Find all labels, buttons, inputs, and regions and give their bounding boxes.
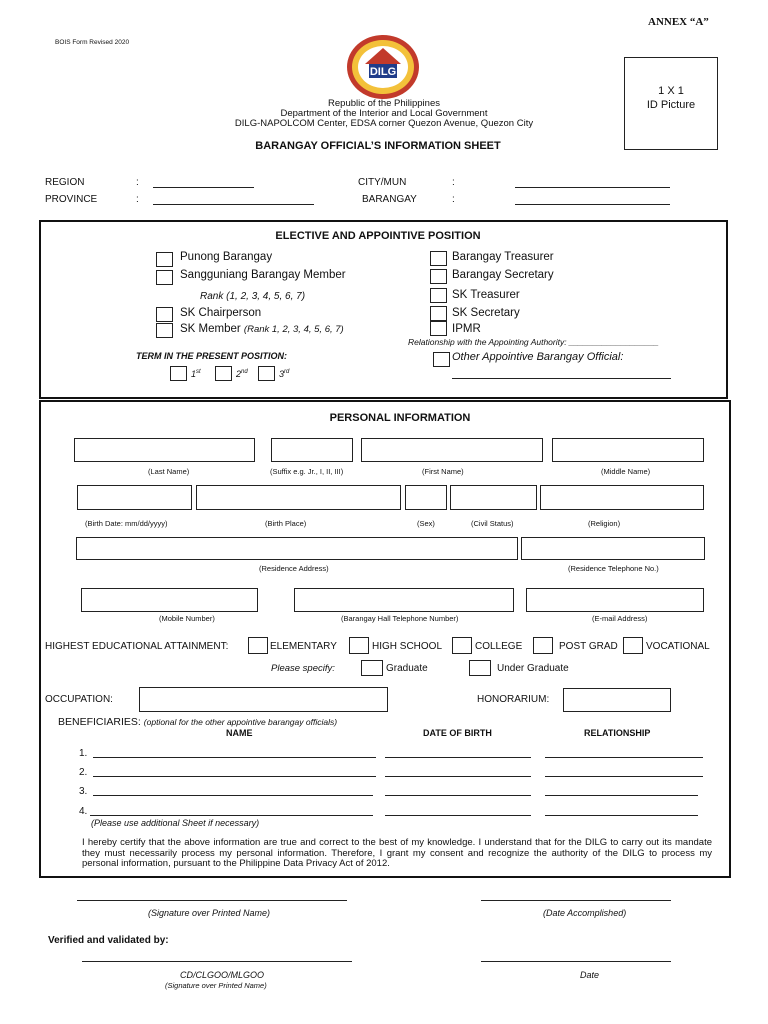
beneficiary-3-relationship[interactable] <box>545 795 698 796</box>
beneficiary-3-dob[interactable] <box>385 795 531 796</box>
residence-address-input[interactable] <box>76 537 518 560</box>
beneficiary-row-number: 3. <box>79 786 88 797</box>
beneficiary-4-relationship[interactable] <box>545 815 698 816</box>
religion-input[interactable] <box>540 485 704 510</box>
officer-signature-caption: (Signature over Printed Name) <box>165 981 267 990</box>
punong-barangay-label: Punong Barangay <box>180 251 273 263</box>
ipmr-label: IPMR <box>452 323 481 335</box>
id-picture-box[interactable] <box>624 57 718 150</box>
region-colon: : <box>136 177 139 188</box>
position-section <box>39 220 728 399</box>
beneficiaries-name-header: NAME <box>226 728 253 738</box>
residence-address-caption: (Residence Address) <box>259 564 329 573</box>
region-field[interactable] <box>153 187 254 188</box>
beneficiary-row-number: 1. <box>79 748 88 759</box>
last-name-caption: (Last Name) <box>148 467 190 476</box>
city-field[interactable] <box>515 187 670 188</box>
beneficiary-1-relationship[interactable] <box>545 757 703 758</box>
mobile-caption: (Mobile Number) <box>159 614 215 623</box>
sangguniang-checkbox[interactable] <box>156 270 173 285</box>
beneficiary-4-name[interactable] <box>90 815 373 816</box>
org-line-2: Department of the Interior and Local Government <box>280 108 488 119</box>
mobile-input[interactable] <box>81 588 258 612</box>
officer-title: CD/CLGOO/MLGOO <box>180 970 265 980</box>
other-appointive-label: Other Appointive Barangay Official: <box>452 351 624 363</box>
beneficiary-1-name[interactable] <box>93 757 376 758</box>
first-name-input[interactable] <box>361 438 543 462</box>
form-revision: BOIS Form Revised 2020 <box>55 39 130 46</box>
birth-place-input[interactable] <box>196 485 401 510</box>
birth-date-input[interactable] <box>77 485 192 510</box>
sk-secretary-checkbox[interactable] <box>430 306 447 321</box>
honorarium-label: HONORARIUM: <box>477 694 550 705</box>
post-grad-label: POST GRAD <box>559 641 618 652</box>
civil-status-input[interactable] <box>450 485 537 510</box>
sk-member-checkbox[interactable] <box>156 323 173 338</box>
term-1st-checkbox[interactable] <box>170 366 187 381</box>
province-colon: : <box>136 194 139 205</box>
beneficiaries-dob-header: DATE OF BIRTH <box>423 728 492 738</box>
other-appointive-field[interactable] <box>452 378 671 379</box>
graduate-checkbox[interactable] <box>361 660 383 676</box>
beneficiary-4-dob[interactable] <box>385 815 531 816</box>
id-picture-label: ID Picture <box>646 99 696 111</box>
education-label: HIGHEST EDUCATIONAL ATTAINMENT: <box>45 641 229 652</box>
form-title: BARANGAY OFFICIAL’S INFORMATION SHEET <box>255 140 501 152</box>
annex-label: ANNEX “A” <box>648 16 709 28</box>
religion-caption: (Religion) <box>588 519 621 528</box>
college-checkbox[interactable] <box>452 637 472 654</box>
suffix-caption: (Suffix e.g. Jr., I, II, III) <box>270 467 344 476</box>
beneficiary-1-dob[interactable] <box>385 757 531 758</box>
beneficiary-row-number: 4. <box>79 806 88 817</box>
last-name-input[interactable] <box>74 438 255 462</box>
additional-sheet-note: (Please use additional Sheet if necessary) <box>91 818 260 828</box>
sk-treasurer-checkbox[interactable] <box>430 288 447 303</box>
certification-text: I hereby certify that the above information are true and correct to the best of my knowledge. I understand that for the DILG to carry out its mandate they must necessarily process my personal information. Therefore, I grant my consent and recognize the authority of the DILG to process my personal information, pursuant to the Philippine Data Privacy Act of 2012. <box>82 837 712 869</box>
barangay-secretary-checkbox[interactable] <box>430 269 447 284</box>
middle-name-caption: (Middle Name) <box>601 467 651 476</box>
sk-chairperson-label: SK Chairperson <box>180 307 262 319</box>
term-3rd-label: 3rd <box>279 369 290 379</box>
verified-label: Verified and validated by: <box>48 935 169 946</box>
sk-chairperson-checkbox[interactable] <box>156 307 173 322</box>
barangay-treasurer-label: Barangay Treasurer <box>452 251 554 263</box>
barangay-secretary-label: Barangay Secretary <box>452 269 554 281</box>
email-caption: (E-mail Address) <box>592 614 648 623</box>
civil-status-caption: (Civil Status) <box>471 519 514 528</box>
term-2nd-checkbox[interactable] <box>215 366 232 381</box>
province-label: PROVINCE <box>45 194 98 205</box>
graduate-label: Graduate <box>386 663 428 674</box>
occupation-input[interactable] <box>139 687 388 712</box>
sangguniang-rank: Rank (1, 2, 3, 4, 5, 6, 7) <box>200 291 306 302</box>
relationship-label: Relationship with the Appointing Authority: ___________________ <box>408 337 659 347</box>
email-input[interactable] <box>526 588 704 612</box>
position-title: ELECTIVE AND APPOINTIVE POSITION <box>275 230 481 242</box>
svg-text:DILG: DILG <box>369 66 397 78</box>
suffix-input[interactable] <box>271 438 353 462</box>
vocational-checkbox[interactable] <box>623 637 643 654</box>
vocational-label: VOCATIONAL <box>646 641 710 652</box>
birth-place-caption: (Birth Place) <box>265 519 307 528</box>
beneficiary-2-relationship[interactable] <box>545 776 703 777</box>
high-school-checkbox[interactable] <box>349 637 369 654</box>
hall-tel-input[interactable] <box>294 588 514 612</box>
sex-input[interactable] <box>405 485 447 510</box>
first-name-caption: (First Name) <box>422 467 464 476</box>
personal-title: PERSONAL INFORMATION <box>329 412 471 424</box>
other-appointive-checkbox[interactable] <box>433 352 450 367</box>
beneficiaries-label: BENEFICIARIES: (optional for the other appointive barangay officials) <box>58 716 338 728</box>
elementary-label: ELEMENTARY <box>270 641 337 652</box>
beneficiary-3-name[interactable] <box>93 795 373 796</box>
barangay-colon: : <box>452 194 455 205</box>
sk-treasurer-label: SK Treasurer <box>452 289 520 301</box>
org-line-3: DILG-NAPOLCOM Center, EDSA corner Quezon Avenue, Quezon City <box>234 118 534 129</box>
sk-member-label: SK Member (Rank 1, 2, 3, 4, 5, 6, 7) <box>180 323 344 335</box>
sk-secretary-label: SK Secretary <box>452 307 520 319</box>
date-accomplished-line[interactable] <box>481 900 671 901</box>
officer-signature-line[interactable] <box>82 961 352 962</box>
barangay-treasurer-checkbox[interactable] <box>430 251 447 266</box>
college-label: COLLEGE <box>475 641 523 652</box>
term-label: TERM IN THE PRESENT POSITION: <box>136 351 288 361</box>
term-3rd-checkbox[interactable] <box>258 366 275 381</box>
verification-date-line[interactable] <box>481 961 671 962</box>
residence-tel-caption: (Residence Telephone No.) <box>568 564 659 573</box>
please-specify-label: Please specify: <box>271 663 335 674</box>
middle-name-input[interactable] <box>552 438 704 462</box>
under-graduate-checkbox[interactable] <box>469 660 491 676</box>
term-1st-label: 1st <box>191 369 201 379</box>
city-colon: : <box>452 177 455 188</box>
signature-caption: (Signature over Printed Name) <box>148 908 271 918</box>
dilg-logo <box>345 34 421 100</box>
sex-caption: (Sex) <box>417 519 435 528</box>
punong-barangay-checkbox[interactable] <box>156 252 173 267</box>
date-accomplished-caption: (Date Accomplished) <box>543 908 627 918</box>
post-grad-checkbox[interactable] <box>533 637 553 654</box>
beneficiary-row-number: 2. <box>79 767 88 778</box>
elementary-checkbox[interactable] <box>248 637 268 654</box>
city-label: CITY/MUN <box>358 177 407 188</box>
beneficiary-2-dob[interactable] <box>385 776 531 777</box>
honorarium-input[interactable] <box>563 688 671 712</box>
verification-date-caption: Date <box>580 970 600 980</box>
barangay-label: BARANGAY <box>362 194 417 205</box>
signature-line[interactable] <box>77 900 347 901</box>
residence-tel-input[interactable] <box>521 537 705 560</box>
org-line-1: Republic of the Philippines <box>328 98 440 109</box>
birth-date-caption: (Birth Date: mm/dd/yyyy) <box>85 519 168 528</box>
term-2nd-label: 2nd <box>236 369 248 379</box>
province-field[interactable] <box>153 204 314 205</box>
under-graduate-label: Under Graduate <box>497 663 569 674</box>
barangay-field[interactable] <box>515 204 670 205</box>
high-school-label: HIGH SCHOOL <box>372 641 443 652</box>
occupation-label: OCCUPATION: <box>45 694 113 705</box>
region-label: REGION <box>45 177 85 188</box>
beneficiary-2-name[interactable] <box>93 776 376 777</box>
ipmr-checkbox[interactable] <box>430 321 447 336</box>
sangguniang-label: Sangguniang Barangay Member <box>180 269 346 281</box>
beneficiaries-rel-header: RELATIONSHIP <box>584 728 651 738</box>
id-picture-size: 1 X 1 <box>658 85 684 97</box>
hall-tel-caption: (Barangay Hall Telephone Number) <box>341 614 459 623</box>
